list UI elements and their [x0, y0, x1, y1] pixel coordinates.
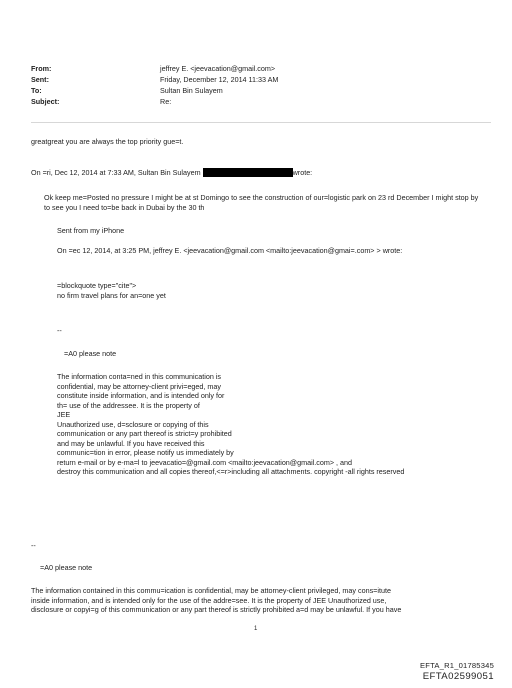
- disclaimer-1-line: return e-mail or by e-ma=l to jeevacatio=@gmail.com <mailto:jeevacation@gmail.com> , and: [57, 457, 353, 467]
- quote-attribution-1: [31, 168, 483, 178]
- sent-from-line: Sent from my iPhone: [57, 226, 125, 235]
- subject-label: Subject:: [31, 97, 60, 106]
- please-note-1: =A0 please note: [64, 349, 117, 358]
- disclaimer-1-line: Unauthorized use, d=sclosure or copying of this: [57, 419, 209, 429]
- header-row-from: [31, 64, 491, 75]
- disclaimer-2-line: The information contained in this commu=ication is confidential, may be attorney-client privileged, may cons=itute: [31, 586, 391, 595]
- sent-label: Sent:: [31, 75, 49, 84]
- please-note-2: =A0 please note: [40, 563, 93, 572]
- header-row-to: [31, 86, 491, 97]
- to-value: Sultan Bin Sulayem: [160, 86, 223, 95]
- disclaimer-1-line: destroy this communication and all copies thereof,<=r>including all attachments. copyright -all rights reserved: [57, 467, 405, 476]
- redaction-block: [203, 168, 293, 177]
- from-label: From:: [31, 64, 52, 73]
- from-value: jeffrey E. <jeevacation@gmail.com>: [160, 64, 276, 73]
- header-divider: [31, 122, 491, 123]
- disclaimer-2-line: inside information, and is intended only for the use of the addre=see. It is the property of JEE Unauthorized use,: [31, 595, 387, 605]
- sultan-message: Ok keep me=Posted no pressure I might be at st Domingo to see the construction of our=logistic park on 23 rd December I might stop by to see you I need to=be back in Dubai by the 30 th: [44, 193, 479, 212]
- disclaimer-1-line: communication or any part thereof is strict=y prohibited: [57, 429, 232, 438]
- to-label: To:: [31, 86, 42, 95]
- disclaimer-1: [57, 372, 487, 477]
- disclaimer-2: [31, 586, 483, 615]
- reply-text: greatgreat you are always the top priority gue=t.: [31, 137, 184, 146]
- quote-attribution-1-text: On =ri, Dec 12, 2014 at 7:33 AM, Sultan Bin Sulayem: [31, 168, 201, 177]
- bates-number-top: EFTA_R1_01785345: [420, 661, 494, 670]
- quote-attribution-2: On =ec 12, 2014, at 3:25 PM, jeffrey E. <jeevacation@gmail.com <mailto:jeevacation@gmai=.com> > wrote:: [57, 246, 403, 255]
- disclaimer-1-line: The information conta=ned in this communication is: [57, 372, 221, 381]
- disclaimer-1-line: th= use of the addressee. It is the property of: [57, 400, 200, 410]
- no-plans-text: no firm travel plans for an=one yet: [57, 291, 166, 300]
- disclaimer-2-line: disclosure or copyi=g of this communication or any part thereof is strictly prohibited a=d may be unlawful. If you have: [31, 605, 402, 614]
- separator-dashes-2: --: [31, 541, 36, 550]
- page-number: 1: [254, 626, 258, 632]
- disclaimer-1-line: and may be unlawful. If you have received this: [57, 438, 205, 448]
- disclaimer-1-line: confidential, may be attorney-client privi=eged, may: [57, 381, 221, 391]
- bates-number-bottom: EFTA02599051: [422, 671, 494, 682]
- subject-value: Re:: [160, 97, 172, 106]
- disclaimer-1-line: communic=tion in error, please notify us immediately by: [57, 448, 234, 457]
- email-header: [31, 64, 491, 108]
- quote-attribution-1-wrote: wrote:: [292, 168, 313, 177]
- separator-dashes-1: --: [57, 326, 62, 335]
- header-row-subject: [31, 97, 491, 108]
- header-row-sent: [31, 75, 491, 86]
- blockquote-tag: =blockquote type="cite">: [57, 281, 137, 290]
- disclaimer-1-line: constitute inside information, and is intended only for: [57, 391, 225, 400]
- disclaimer-1-line: JEE: [57, 410, 71, 419]
- sent-value: Friday, December 12, 2014 11:33 AM: [160, 75, 279, 84]
